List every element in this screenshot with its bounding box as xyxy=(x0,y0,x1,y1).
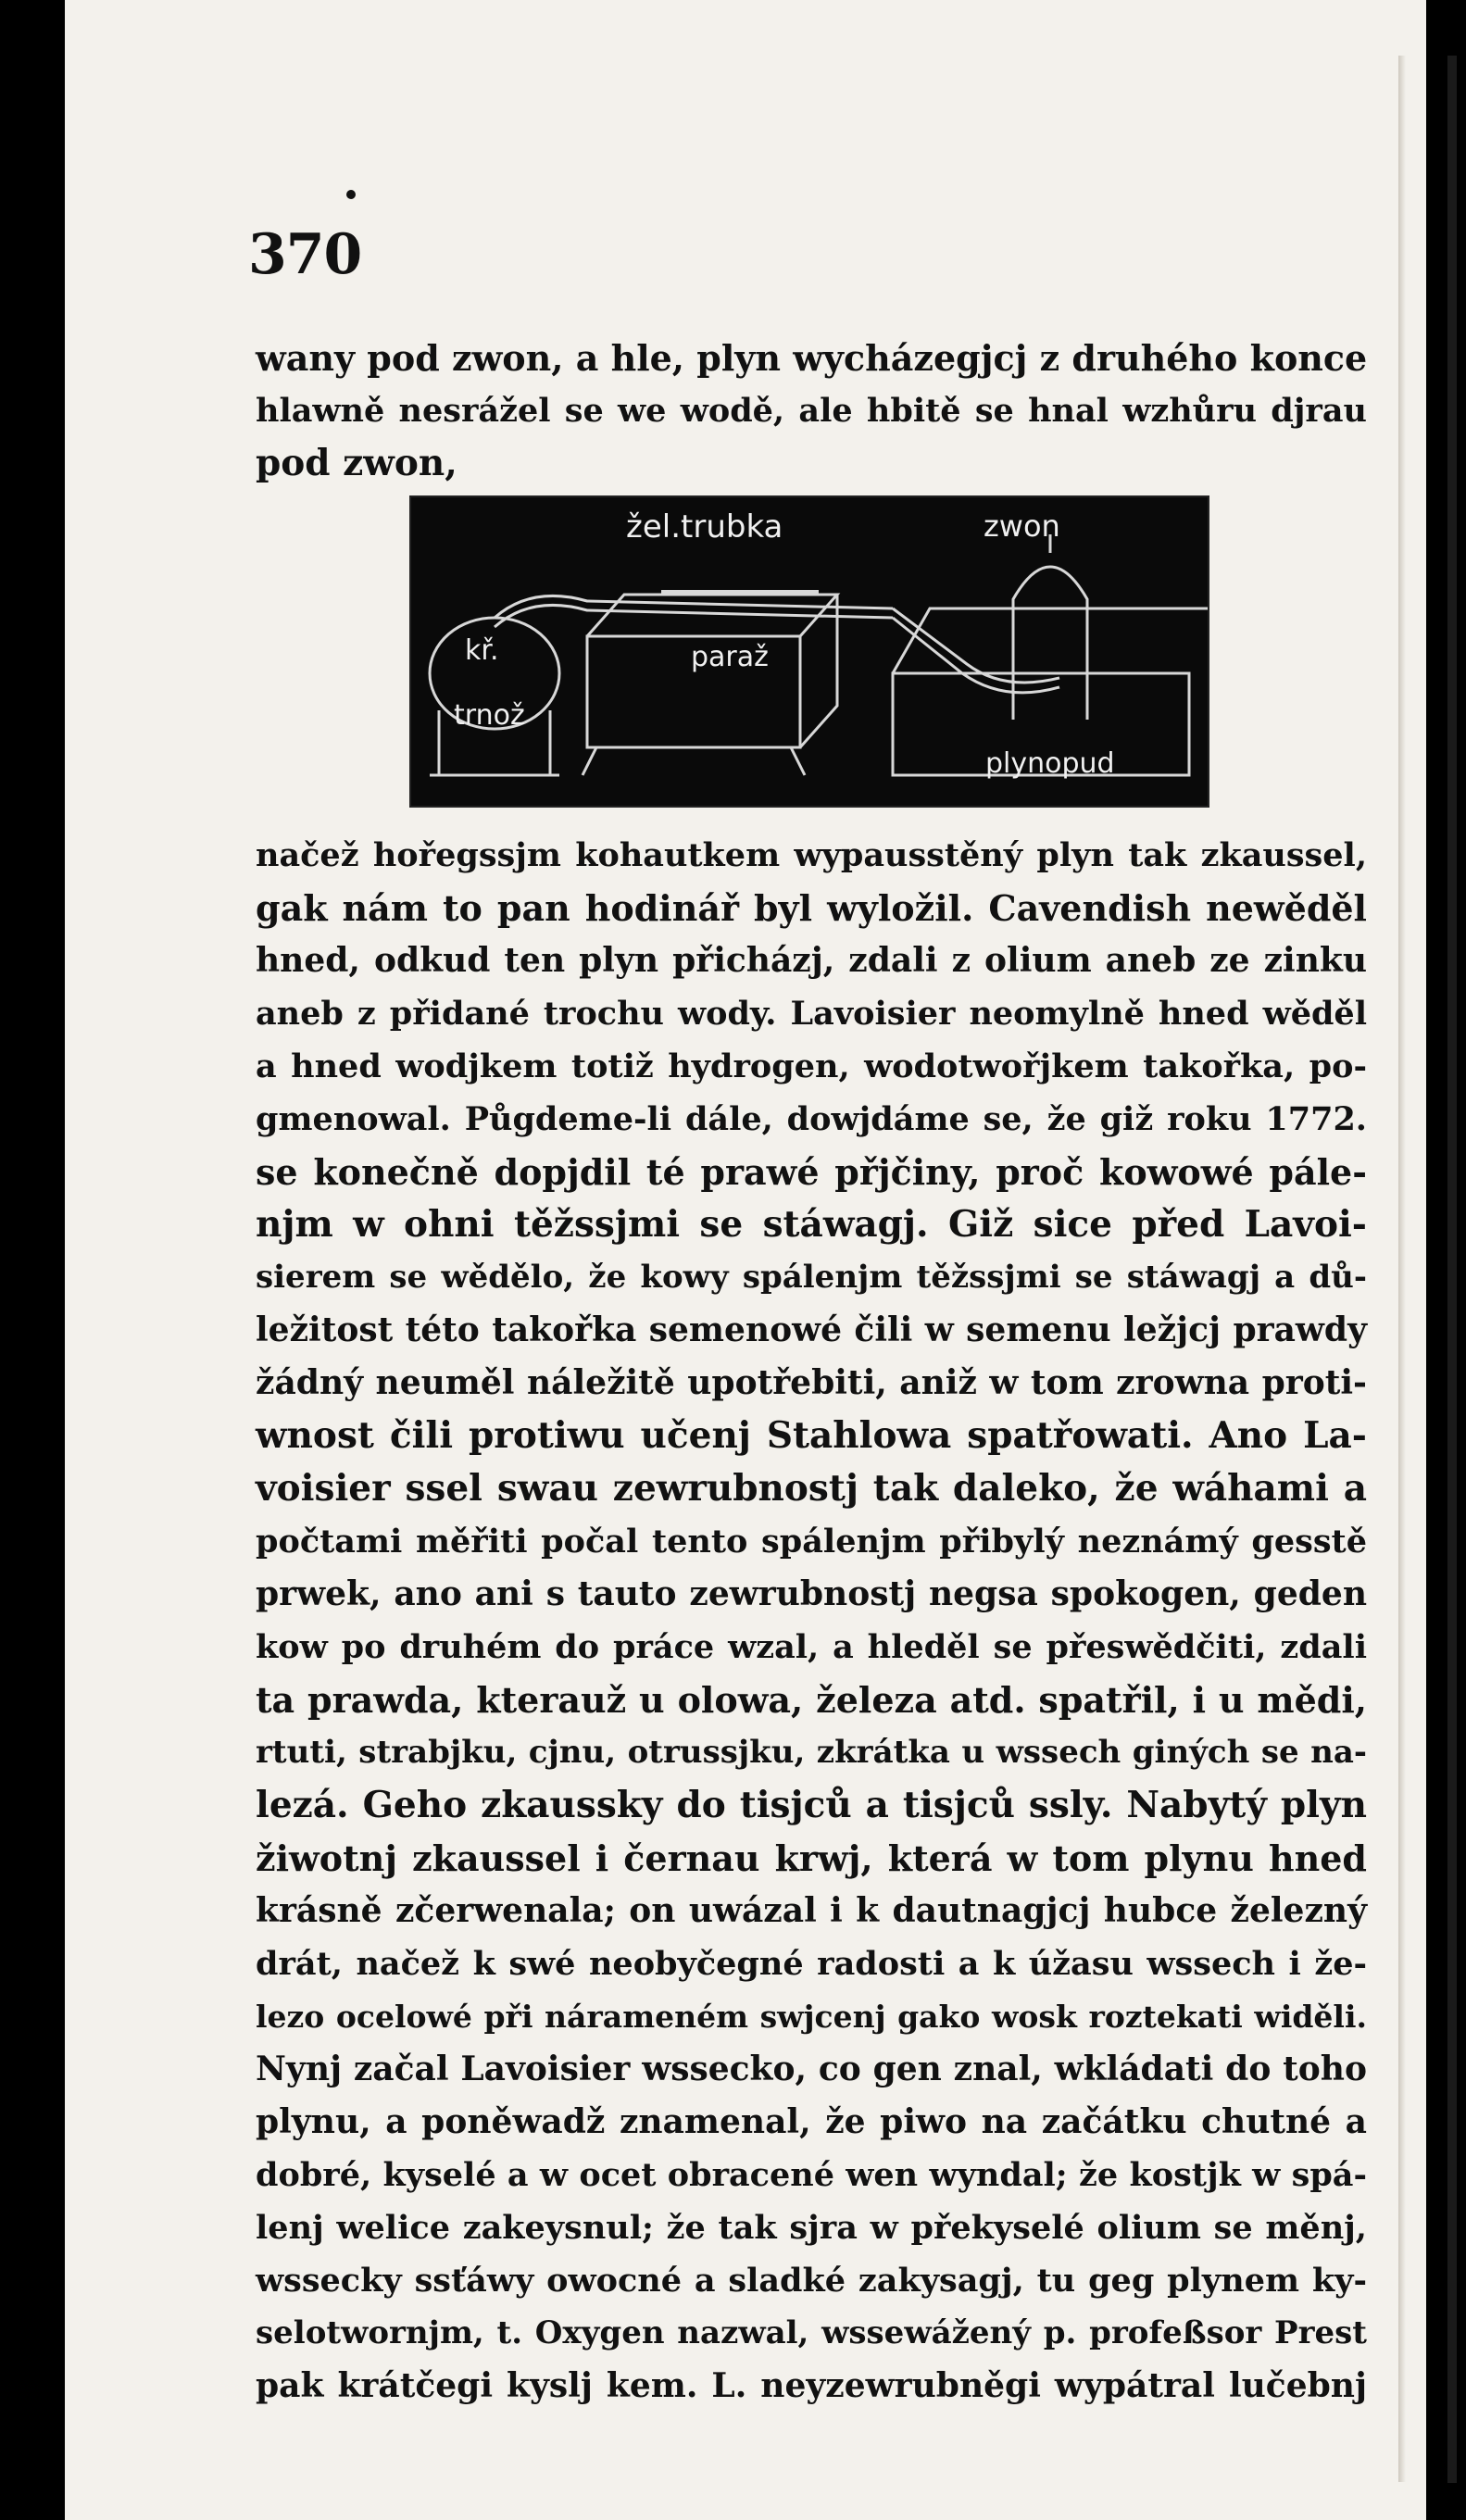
text-line: wnost čili protiwu učenj Stahlowa spatřowati. Ano La- xyxy=(256,1414,1367,1457)
label-tube: žel.trubka xyxy=(626,508,783,545)
text-line: plynu, a poněwadž znamenal, že piwo na začátku chutné a xyxy=(256,2102,1367,2141)
text-line: selotwornjm, t. Oxygen nazwal, wssewážený p. profeßsor Prest xyxy=(256,2314,1367,2351)
text-line: hned, odkud ten plyn přicházj, zdali z olium aneb ze zinku xyxy=(256,941,1367,980)
text-line: rtuti, strabjku, cjnu, otrussjku, zkrátka u wssech giných se na- xyxy=(256,1734,1367,1771)
text-line: gak nám to pan hodinář byl wyložil. Cavendish newěděl xyxy=(256,887,1367,929)
text-line: dobré, kyselé a w ocet obracené wen wyndal; že kostjk w spá- xyxy=(256,2156,1367,2194)
text-block-main xyxy=(256,829,1367,2413)
text-line: ležitost této takořka semenowé čili w semenu ležjcj prawdy xyxy=(256,1310,1367,1349)
label-kr: kř. xyxy=(465,634,499,667)
text-line: sierem se wědělo, že kowy spálenjm těžssjmi se stáwagj a dů- xyxy=(256,1259,1367,1296)
text-line: aneb z přidané trochu wody. Lavoisier neomylně hned wěděl xyxy=(256,995,1367,1033)
text-line: kow po druhém do práce wzal, a hleděl se přeswědčiti, zdali xyxy=(256,1628,1367,1666)
text-line: gmenowal. Půgdeme-li dále, dowjdáme se, že giž roku 1772. xyxy=(256,1100,1367,1138)
apparatus-figure xyxy=(409,495,1209,808)
text-line: lezá. Geho zkaussky do tisjců a tisjců ssly. Nabytý plyn xyxy=(256,1784,1367,1826)
text-line: krásně zčerwenala; on uwázal i k dautnagjcj hubce železný xyxy=(256,1891,1367,1930)
text-line: voisier ssel swau zewrubnostj tak daleko, že wáhami a xyxy=(256,1467,1367,1510)
text-line: Nynj začal Lavoisier wssecko, co gen znal, wkládati do toho xyxy=(256,2050,1367,2088)
text-line: pod zwon, xyxy=(256,442,457,484)
label-trough: plynopud xyxy=(985,747,1115,780)
text-block-top xyxy=(256,332,1367,490)
text-line: lenj welice zakeysnul; že tak sjra w překyselé olium se měnj, xyxy=(256,2209,1367,2247)
label-furnace: paraž xyxy=(691,641,769,673)
page-gutter-shadow xyxy=(1398,56,1417,2482)
page-edge xyxy=(1447,56,1457,2483)
text-line: drát, načež k swé neobyčegné radosti a k úžasu wssech i že- xyxy=(256,1945,1367,1983)
text-line: prwek, ano ani s tauto zewrubnostj negsa spokogen, geden xyxy=(256,1574,1367,1613)
text-line: žiwotnj zkaussel i černau krwj, která w tom plynu hned xyxy=(256,1837,1367,1879)
text-line: načež hořegssjm kohautkem wypausstěný plyn tak zkaussel, xyxy=(256,836,1367,874)
text-line: wany pod zwon, a hle, plyn wycházegjcj z druhého konce xyxy=(256,337,1368,379)
page-number: 370 xyxy=(248,222,362,287)
text-line: pak krátčegi kyslj kem. L. neyzewrubněgi wypátral lučebnj xyxy=(256,2366,1367,2405)
text-line: se konečně dopjdil té prawé přjčiny, proč kowowé pále- xyxy=(256,1151,1367,1193)
text-line: počtami měřiti počal tento spálenjm přibylý neznámý gesstě xyxy=(256,1523,1367,1561)
text-line: wssecky ssťáwy owocné a sladké zakysagj, tu geg plynem ky- xyxy=(256,2262,1367,2300)
label-trnoz: trnož xyxy=(454,699,525,732)
text-line: hlawně nesrážel se we wodě, ale hbitě se hnal wzhůru djrau xyxy=(256,392,1367,430)
label-bell: zwon xyxy=(984,508,1060,544)
text-line: lezo ocelowé při nárameném swjcenj gako wosk roztekati widěli. xyxy=(256,1999,1367,2035)
text-line: žádný neuměl náležitě upotřebiti, aniž w tom zrowna proti- xyxy=(256,1363,1367,1402)
text-line: njm w ohni těžssjmi se stáwagj. Giž sice před Lavoi- xyxy=(256,1203,1367,1246)
text-line: ta prawda, kterauž u olowa, železa atd. spatřil, i u mědi, xyxy=(256,1679,1367,1721)
text-line: a hned wodjkem totiž hydrogen, wodotwořjkem takořka, po- xyxy=(256,1047,1367,1085)
ink-dot xyxy=(346,190,356,199)
